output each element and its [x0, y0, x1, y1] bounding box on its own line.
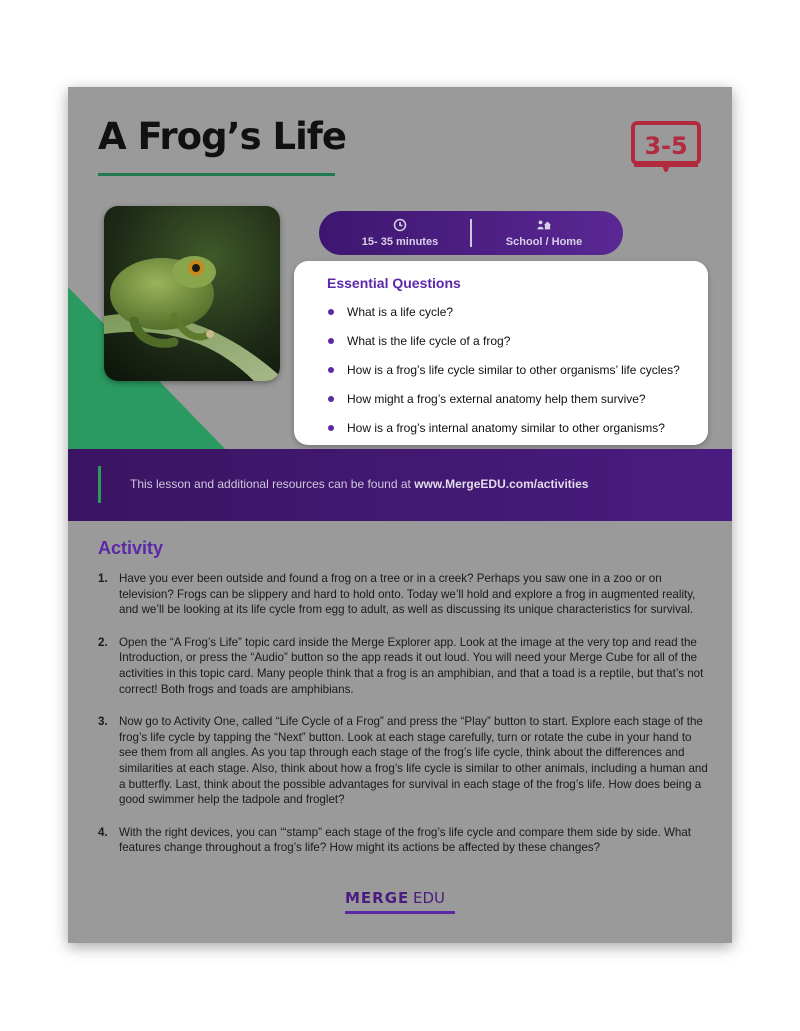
house-person-icon	[537, 218, 551, 232]
activity-list	[98, 571, 708, 856]
essential-questions-list	[327, 305, 680, 450]
activity-step	[98, 825, 708, 856]
question-item: How might a frog’s external anatomy help them survive?	[327, 392, 680, 421]
activity-heading: Activity	[98, 538, 164, 558]
title-underline	[98, 173, 335, 176]
open-book-icon	[630, 121, 702, 175]
page-title: A Frog’s Life	[98, 115, 346, 158]
logo-merge: MERGE	[345, 889, 410, 907]
essential-questions-heading: Essential Questions	[327, 275, 461, 291]
frog-photo	[104, 206, 280, 381]
step-number: 2.	[98, 635, 108, 649]
activity-step	[98, 571, 708, 618]
question-item: How is a frog’s internal anatomy similar to other organisms?	[327, 421, 680, 450]
step-text: Open the “A Frog’s Life” topic card inside the Merge Explorer app. Look at the image at the very top and read the Introduction, or press the “Audio” button so the app reads it out loud. You will need your Merge Cube for all of the activities in this topic card. Many people think that a frog is an amphibian, and that a toad is a reptile, but that’s not correct! Both frogs and toads are amphibians.	[119, 635, 704, 696]
grade-badge	[630, 121, 702, 175]
step-number: 3.	[98, 715, 108, 729]
activity-step	[98, 635, 708, 697]
logo-edu: EDU	[413, 889, 446, 907]
banner-text	[130, 477, 588, 491]
logo-underline	[345, 911, 455, 914]
lesson-sheet	[68, 87, 732, 943]
step-number: 4.	[98, 825, 108, 839]
activity-step	[98, 714, 708, 808]
banner-accent-bar	[98, 466, 101, 503]
duration-cell	[329, 211, 471, 255]
question-item: How is a frog’s life cycle similar to other organisms’ life cycles?	[327, 363, 680, 392]
pill-divider	[470, 219, 472, 247]
merge-edu-logo	[345, 889, 455, 919]
step-text: With the right devices, you can ‘“stamp” each stage of the frog’s life cycle and compare them side by side. What features change throughout a frog’s life? How might its actions be affected by these changes?	[119, 825, 692, 855]
clock-icon	[393, 218, 407, 232]
banner-message: This lesson and additional resources can be found at	[130, 477, 415, 491]
essential-questions-card	[294, 261, 708, 445]
setting-label: School / Home	[505, 236, 583, 248]
resources-banner	[68, 449, 732, 521]
step-text: Now go to Activity One, called “Life Cycle of a Frog” and press the “Play” button to start. Explore each stage of the frog’s life cycle by tapping the “Next” button. Look at each stage carefully, turn or rotate the cube in your hand to see them from all angles. As you tap through each stage of the frog’s life cycle, think about the differences and similarities at each stage. Also, think about how a frog’s life cycle is similar to other animals, including a human and a butterfly. Last, think about the possible advantages for survival in each stage of the frog’s life. How does being a good swimmer help the tadpole and froglet?	[119, 715, 708, 807]
info-pill	[319, 211, 623, 255]
grade-badge-label: 3-5	[644, 132, 688, 160]
step-text: Have you ever been outside and found a frog on a tree or in a creek? Perhaps you saw one in a zoo or on television? Frogs can be slippery and hard to hold onto. Today we’ll hold and explore a frog in augmented reality, and we’ll be looking at its life cycle from egg to adult, as well as discussing its unique characteristics for survival.	[119, 572, 696, 617]
resources-link[interactable]: www.MergeEDU.com/activities	[414, 477, 589, 491]
step-number: 1.	[98, 572, 108, 585]
question-item: What is the life cycle of a frog?	[327, 334, 680, 363]
question-item: What is a life cycle?	[327, 305, 680, 334]
setting-cell	[473, 211, 615, 255]
duration-label: 15- 35 minutes	[361, 236, 439, 248]
